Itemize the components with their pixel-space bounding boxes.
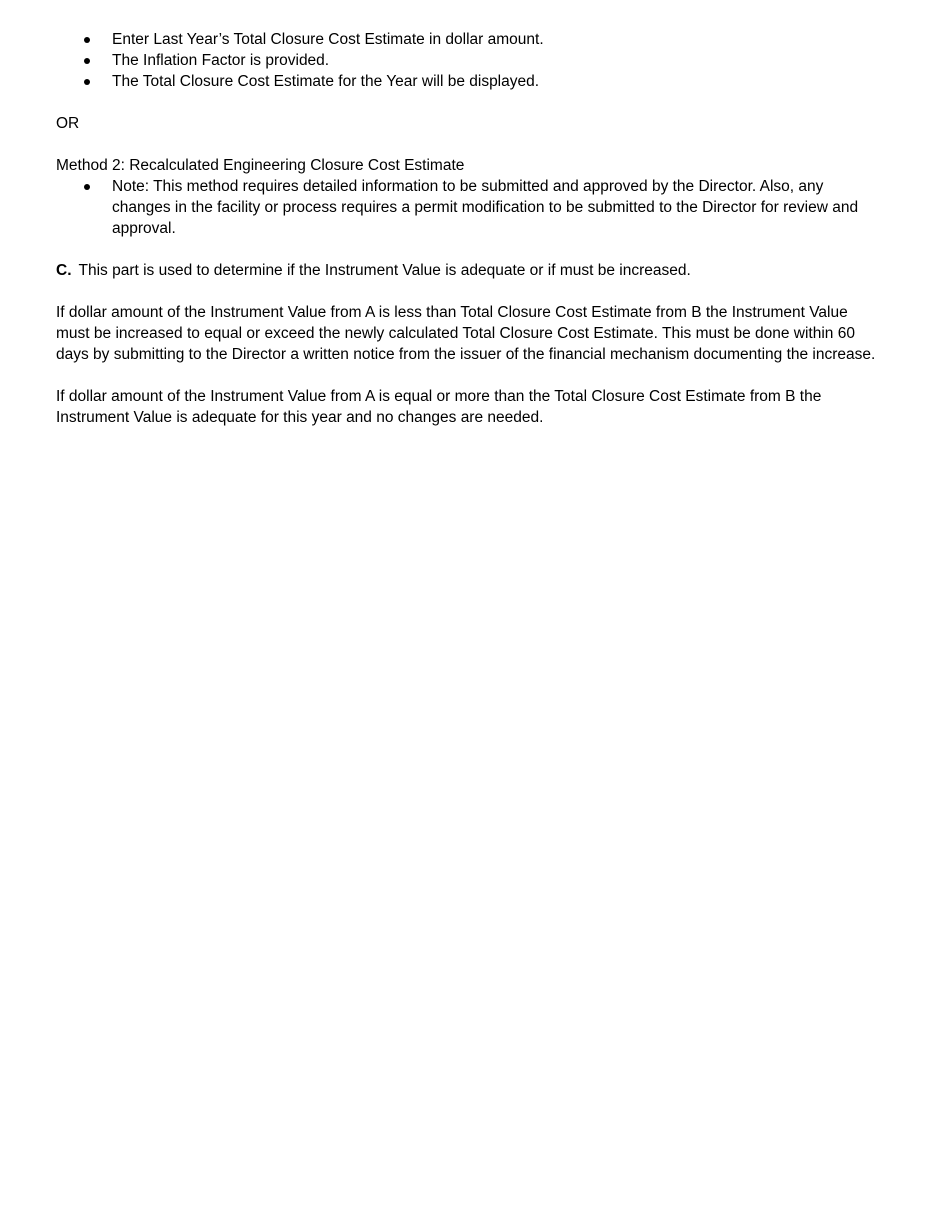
bullet-icon: [84, 58, 90, 64]
section-c-letter: C.: [56, 262, 72, 279]
bullet-icon: [84, 37, 90, 43]
section-c: [56, 260, 880, 281]
list-item: [56, 50, 880, 71]
method1-bullet-list: [56, 29, 880, 92]
method2-bullet-list: [56, 176, 880, 239]
paragraph-increase: If dollar amount of the Instrument Value from A is less than Total Closure Cost Estimate from B the Instrument Value must be increased to equal or exceed the newly calculated Total Closure Cost Estimate. This must be done within 60 days by submitting to the Director a written notice from the issuer of the financial mechanism documenting the increase.: [56, 304, 876, 363]
bullet-icon: [84, 79, 90, 85]
list-item-text: Enter Last Year’s Total Closure Cost Estimate in dollar amount.: [112, 31, 544, 48]
bullet-icon: [84, 184, 90, 190]
list-item: [56, 71, 880, 92]
section-c-text: This part is used to determine if the Instrument Value is adequate or if must be increased.: [78, 262, 691, 279]
list-item: [56, 29, 880, 50]
or-separator: OR: [56, 115, 80, 132]
method2-heading: Method 2: Recalculated Engineering Closure Cost Estimate: [56, 157, 465, 174]
list-item-text: The Inflation Factor is provided.: [112, 52, 330, 69]
list-item: [56, 176, 880, 239]
list-item-text: Note: This method requires detailed information to be submitted and approved by the Director. Also, any changes in the facility or process requires a permit modification to be submitted to the Director for review and approval.: [112, 178, 859, 237]
paragraph-adequate: If dollar amount of the Instrument Value from A is equal or more than the Total Closure Cost Estimate from B the Instrument Value is adequate for this year and no changes are needed.: [56, 388, 822, 426]
list-item-text: The Total Closure Cost Estimate for the Year will be displayed.: [112, 73, 540, 90]
